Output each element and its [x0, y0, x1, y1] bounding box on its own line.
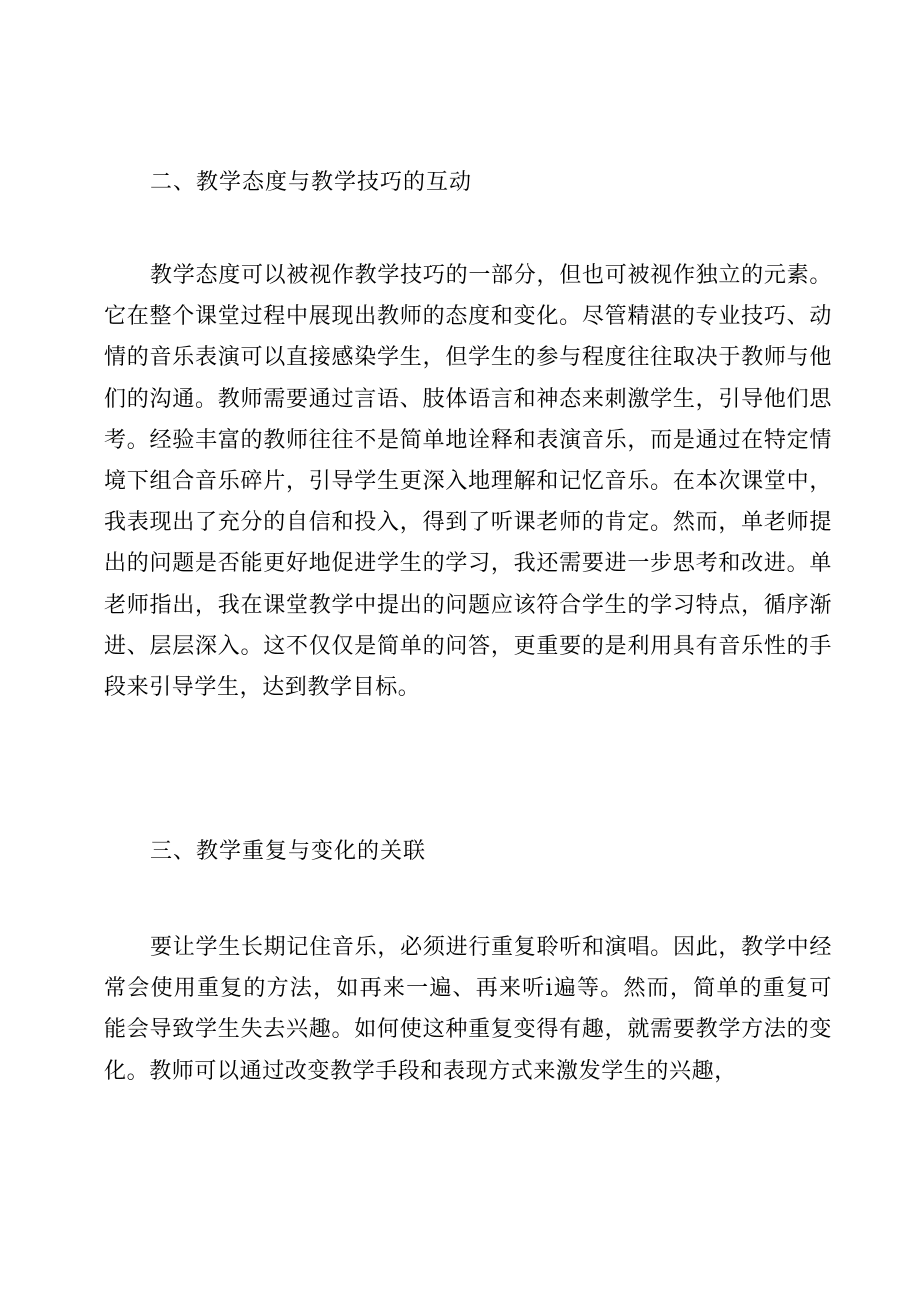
section-heading: 三、教学重复与变化的关联	[150, 839, 427, 864]
section-paragraph: 要让学生长期记住音乐，必须进行重复聆听和演唱。因此，教学中经常会使用重复的方法，如再来一遍、再来听i遍等。然而，简单的重复可能会导致学生失去兴趣。如何使这种重复变得有趣，就需要教学方法的变化。教师可以通过改变教学手段和表现方式来激发学生的兴趣，	[104, 935, 832, 1084]
section-heading: 二、教学态度与教学技巧的互动	[150, 170, 473, 195]
section-paragraph: 教学态度可以被视作教学技巧的一部分，但也可被视作独立的元素。它在整个课堂过程中展现出教师的态度和变化。尽管精湛的专业技巧、动情的音乐表演可以直接感染学生，但学生的参与程度往往取决于教师与他们的沟通。教师需要通过言语、肢体语言和神态来刺激学生，引导他们思考。经验丰富的教师往往不是简单地诠释和表演音乐，而是通过在特定情境下组合音乐碎片，引导学生更深入地理解和记忆音乐。在本次课堂中，我表现出了充分的自信和投入，得到了听课老师的肯定。然而，单老师提出的问题是否能更好地促进学生的学习，我还需要进一步思考和改进。单老师指出，我在课堂教学中提出的问题应该符合学生的学习特点，循序渐进、层层深入。这不仅仅是简单的问答，更重要的是利用具有音乐性的手段来引导学生，达到教学目标。	[104, 263, 832, 701]
